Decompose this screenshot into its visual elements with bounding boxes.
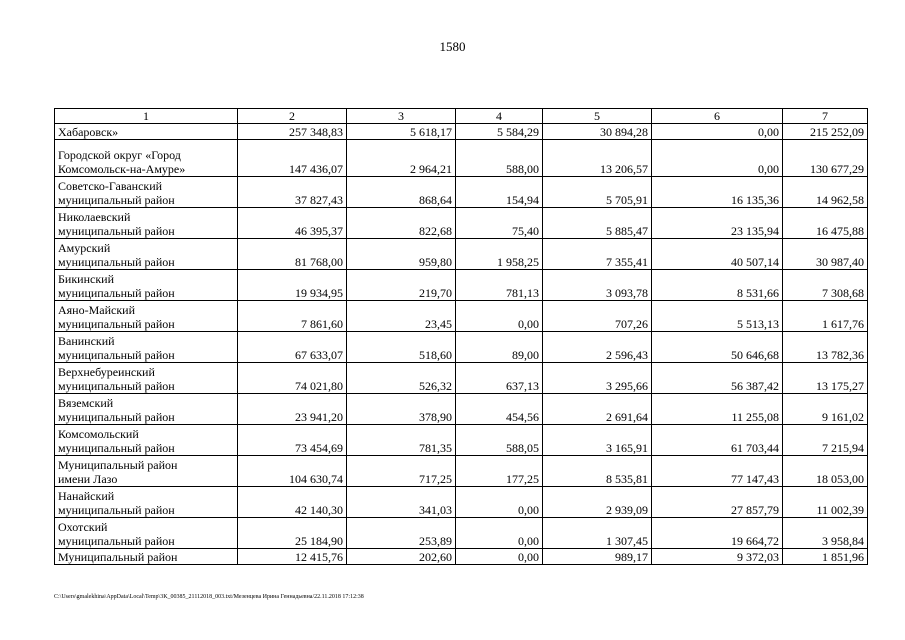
value-cell: 147 436,07: [238, 140, 347, 177]
value-cell: 526,32: [347, 363, 456, 394]
row-name-cell: Николаевский муниципальный район: [55, 208, 238, 239]
value-cell: 253,89: [347, 518, 456, 549]
value-cell: 19 664,72: [652, 518, 783, 549]
table-row: [55, 124, 868, 140]
value-cell: 1 617,76: [783, 301, 868, 332]
value-cell: 177,25: [456, 456, 543, 487]
value-cell: 130 677,29: [783, 140, 868, 177]
value-cell: 5 705,91: [543, 177, 652, 208]
value-cell: 50 646,68: [652, 332, 783, 363]
row-name-cell: Городской округ «Город Комсомольск-на-Амуре»: [55, 140, 238, 177]
value-cell: 25 184,90: [238, 518, 347, 549]
value-cell: 104 630,74: [238, 456, 347, 487]
row-name-cell: Аяно-Майский муниципальный район: [55, 301, 238, 332]
value-cell: 16 475,88: [783, 208, 868, 239]
value-cell: 23 135,94: [652, 208, 783, 239]
value-cell: 23 941,20: [238, 394, 347, 425]
value-cell: 74 021,80: [238, 363, 347, 394]
value-cell: 2 596,43: [543, 332, 652, 363]
value-cell: 959,80: [347, 239, 456, 270]
page-number: 1580: [439, 39, 466, 54]
value-cell: 37 827,43: [238, 177, 347, 208]
row-name-cell: Вяземский муниципальный район: [55, 394, 238, 425]
table-row: [55, 332, 868, 363]
column-header: 3: [347, 109, 456, 124]
value-cell: 588,05: [456, 425, 543, 456]
value-cell: 13 206,57: [543, 140, 652, 177]
value-cell: 7 355,41: [543, 239, 652, 270]
value-cell: 3 958,84: [783, 518, 868, 549]
value-cell: 14 962,58: [783, 177, 868, 208]
value-cell: 637,13: [456, 363, 543, 394]
value-cell: 454,56: [456, 394, 543, 425]
column-header: 1: [55, 109, 238, 124]
value-cell: 5 584,29: [456, 124, 543, 140]
table-row: [55, 270, 868, 301]
row-name-cell: Ванинский муниципальный район: [55, 332, 238, 363]
value-cell: 30 987,40: [783, 239, 868, 270]
column-header: 4: [456, 109, 543, 124]
value-cell: 1 958,25: [456, 239, 543, 270]
value-cell: 7 308,68: [783, 270, 868, 301]
value-cell: 5 618,17: [347, 124, 456, 140]
table-row: [55, 487, 868, 518]
value-cell: 9 372,03: [652, 549, 783, 565]
value-cell: 18 053,00: [783, 456, 868, 487]
value-cell: 40 507,14: [652, 239, 783, 270]
value-cell: 868,64: [347, 177, 456, 208]
value-cell: 2 939,09: [543, 487, 652, 518]
value-cell: 989,17: [543, 549, 652, 565]
value-cell: 3 093,78: [543, 270, 652, 301]
value-cell: 19 934,95: [238, 270, 347, 301]
value-cell: 1 307,45: [543, 518, 652, 549]
value-cell: 11 002,39: [783, 487, 868, 518]
value-cell: 215 252,09: [783, 124, 868, 140]
value-cell: 89,00: [456, 332, 543, 363]
table-row: [55, 177, 868, 208]
table-row: [55, 518, 868, 549]
value-cell: 3 295,66: [543, 363, 652, 394]
table-row: [55, 394, 868, 425]
value-cell: 257 348,83: [238, 124, 347, 140]
budget-table: [54, 108, 868, 565]
value-cell: 9 161,02: [783, 394, 868, 425]
value-cell: 588,00: [456, 140, 543, 177]
row-name-cell: Хабаровск»: [55, 124, 238, 140]
row-name-cell: Муниципальный район имени Лазо: [55, 456, 238, 487]
value-cell: 73 454,69: [238, 425, 347, 456]
value-cell: 5 513,13: [652, 301, 783, 332]
value-cell: 67 633,07: [238, 332, 347, 363]
row-name-cell: Советско-Гаванский муниципальный район: [55, 177, 238, 208]
value-cell: 12 415,76: [238, 549, 347, 565]
value-cell: 341,03: [347, 487, 456, 518]
value-cell: 13 782,36: [783, 332, 868, 363]
value-cell: 23,45: [347, 301, 456, 332]
value-cell: 219,70: [347, 270, 456, 301]
budget-table-body: [55, 109, 868, 565]
value-cell: 77 147,43: [652, 456, 783, 487]
value-cell: 0,00: [456, 301, 543, 332]
value-cell: 0,00: [652, 140, 783, 177]
table-row: [55, 208, 868, 239]
value-cell: 781,13: [456, 270, 543, 301]
value-cell: 56 387,42: [652, 363, 783, 394]
value-cell: 16 135,36: [652, 177, 783, 208]
value-cell: 2 964,21: [347, 140, 456, 177]
table-header-row: [55, 109, 868, 124]
table-row: [55, 549, 868, 565]
value-cell: 378,90: [347, 394, 456, 425]
row-name-cell: Амурский муниципальный район: [55, 239, 238, 270]
value-cell: 30 894,28: [543, 124, 652, 140]
value-cell: 781,35: [347, 425, 456, 456]
column-header: 5: [543, 109, 652, 124]
row-name-cell: Нанайский муниципальный район: [55, 487, 238, 518]
table-row: [55, 456, 868, 487]
value-cell: 0,00: [652, 124, 783, 140]
value-cell: 2 691,64: [543, 394, 652, 425]
value-cell: 11 255,08: [652, 394, 783, 425]
table-row: [55, 425, 868, 456]
column-header: 2: [238, 109, 347, 124]
column-header: 7: [783, 109, 868, 124]
value-cell: 27 857,79: [652, 487, 783, 518]
value-cell: 0,00: [456, 549, 543, 565]
row-name-cell: Бикинский муниципальный район: [55, 270, 238, 301]
value-cell: 8 535,81: [543, 456, 652, 487]
value-cell: 7 215,94: [783, 425, 868, 456]
footer-file-path: C:\Users\gmalekhina\AppData\Local\Temp\3K_00385_21112018_003.txt/Мезенцева Ирина Геннадьевна/22.11.2018 17:12:38: [54, 594, 364, 600]
value-cell: 5 885,47: [543, 208, 652, 239]
value-cell: 0,00: [456, 487, 543, 518]
value-cell: 822,68: [347, 208, 456, 239]
value-cell: 518,60: [347, 332, 456, 363]
value-cell: 61 703,44: [652, 425, 783, 456]
value-cell: 7 861,60: [238, 301, 347, 332]
value-cell: 42 140,30: [238, 487, 347, 518]
value-cell: 81 768,00: [238, 239, 347, 270]
value-cell: 717,25: [347, 456, 456, 487]
value-cell: 154,94: [456, 177, 543, 208]
value-cell: 3 165,91: [543, 425, 652, 456]
row-name-cell: Верхнебуреинский муниципальный район: [55, 363, 238, 394]
value-cell: 707,26: [543, 301, 652, 332]
value-cell: 75,40: [456, 208, 543, 239]
value-cell: 1 851,96: [783, 549, 868, 565]
value-cell: 13 175,27: [783, 363, 868, 394]
value-cell: 0,00: [456, 518, 543, 549]
column-header: 6: [652, 109, 783, 124]
value-cell: 8 531,66: [652, 270, 783, 301]
table-row: [55, 363, 868, 394]
row-name-cell: Комсомольский муниципальный район: [55, 425, 238, 456]
row-name-cell: Охотский муниципальный район: [55, 518, 238, 549]
value-cell: 46 395,37: [238, 208, 347, 239]
table-row: [55, 140, 868, 177]
value-cell: 202,60: [347, 549, 456, 565]
table-row: [55, 239, 868, 270]
row-name-cell: Муниципальный район: [55, 549, 238, 565]
table-row: [55, 301, 868, 332]
